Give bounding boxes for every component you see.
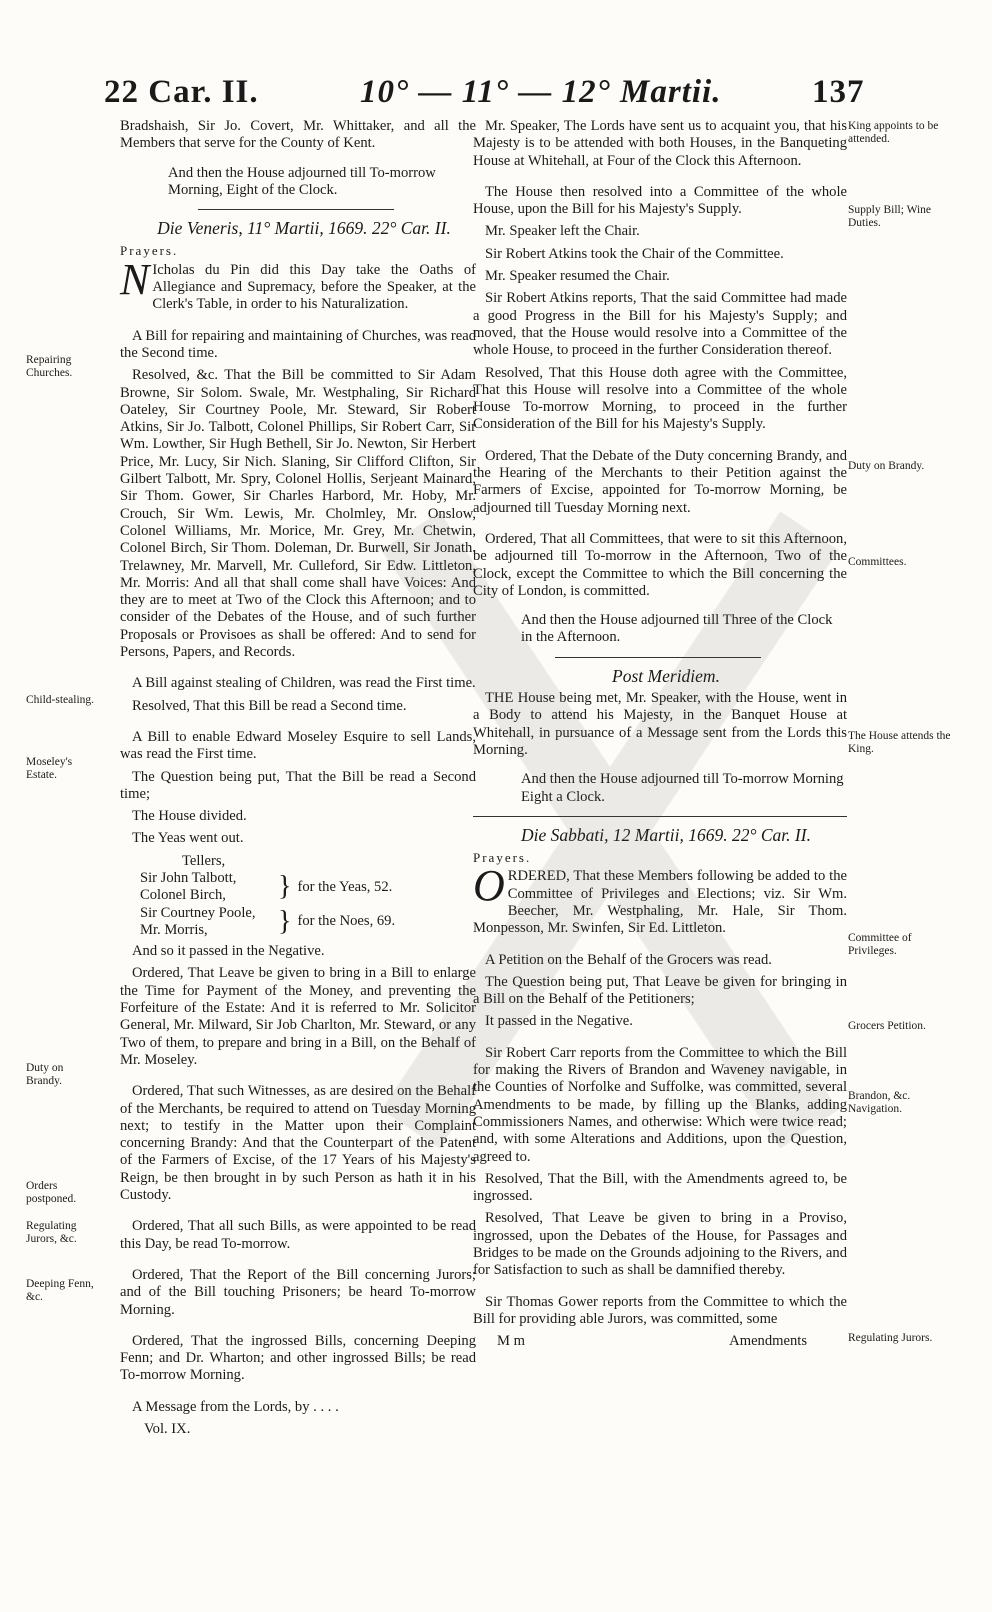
paragraph: Resolved, That this House doth agree with the Committee, That this House will resolve into a Committee of the whole House To-morrow Morning, to proceed in the further Consideration of the Bill for his Majesty's Supply. bbox=[473, 364, 847, 433]
margin-note: Supply Bill; Wine Duties. bbox=[848, 204, 932, 229]
divider bbox=[555, 657, 761, 658]
paragraph: THE House being met, Mr. Speaker, with the House, went in a Body to attend his Majesty, in the Banquet House at Whitehall, in pursuance of a Message sent from the Lords this Morning. bbox=[473, 690, 847, 758]
adjournment: And then the House adjourned till To-morrow Morning, Eight of the Clock. bbox=[168, 164, 436, 198]
catchword: Amendments bbox=[729, 1333, 807, 1350]
day-heading: Die Sabbati, 12 Martii, 1669. 22° Car. II. bbox=[521, 824, 811, 845]
margin-note: Child-stealing. bbox=[26, 694, 95, 706]
adjournment: And then the House adjourned till To-morrow Morning Eight a Clock. bbox=[521, 771, 844, 805]
paragraph: It passed in the Negative. bbox=[485, 1013, 633, 1030]
day-heading: Die Veneris, 11° Martii, 1669. 22° Car. II. bbox=[157, 218, 451, 239]
yeas-count: for the Yeas, 52. bbox=[297, 878, 393, 895]
paragraph: Sir Robert Carr reports from the Committee to which the Bill for making the Rivers of Brandon and Waveney navigable, in the Counties of Norfolke and Suffolke, was committed, several Amendments to be made, by filling up the Blanks, adding Commissioners Names, and otherwise: Which were twice read; and, with some Alterations and Additions, upon the Question, agreed to. bbox=[473, 1044, 847, 1165]
paragraph: The Question being put, That Leave be given for bringing in a Bill on the Behalf of the Petitioners; bbox=[473, 973, 847, 1008]
margin-note: Duty on Brandy. bbox=[26, 1062, 64, 1087]
paragraph: And so it passed in the Negative. bbox=[132, 943, 325, 960]
running-head-date: 10° — 11° — 12° Martii. bbox=[360, 74, 722, 110]
paragraph: Resolved, &c. That the Bill be committed to Sir Adam Browne, Sir Solom. Swale, Mr. Westphaling, Sir Richard Oateley, Sir Courtney Poole, Mr. Steward, Sir Robert Atkins, Sir Jo. Talbott, Colonel Phillips, Sir Robert Carr, Sir Wm. Lowther, Sir Hugh Bethell, Sir Jo. Newton, Sir Herbert Price, Mr. Lucy, Sir Nich. Slaning, Sir Clifford Clifton, Sir Gilbert Talbott, Mr. Spry, Colonel Hollis, Serjeant Mainard, Sir Thom. Gower, Sir Charles Harbord, Mr. Hoby, Mr. Crouch, Sir Wm. Lewis, Mr. Cholmley, Mr. Onslow, Colonel Williams, Mr. Morice, Mr. Grey, Mr. Chetwin, Colonel Birch, Sir Thom. Doleman, Dr. Burwell, Sir Jonath. Trelawney, Mr. Marvell, Mr. Culleford, Sir Edw. Littleton, Mr. Morris: And all that shall come shall have Voices: And they are to meet at Two of the Clock this Afternoon; and to consider of the Debates of the House, and of such further Proposals or Provisoes as shall be offered: And to send for Persons, Papers, and Records. bbox=[120, 367, 476, 661]
divider bbox=[473, 816, 847, 817]
paragraph: Mr. Speaker left the Chair. bbox=[485, 223, 640, 240]
paragraph: Bradshaish, Sir Jo. Covert, Mr. Whittaker, and all the Members that serve for the County of Kent. bbox=[120, 118, 476, 152]
margin-note: Repairing Churches. bbox=[26, 354, 73, 379]
paragraph: A Bill for repairing and maintaining of Churches, was read the Second time. bbox=[120, 327, 476, 361]
volume-mark: Vol. IX. bbox=[144, 1421, 191, 1437]
right-column bbox=[473, 118, 847, 1351]
paragraph: A Message from the Lords, by . . . . bbox=[132, 1398, 339, 1415]
paragraph: Ordered, That all such Bills, as were appointed to be read this Day, be read To-morrow. bbox=[120, 1218, 476, 1252]
divider bbox=[198, 209, 394, 210]
margin-note: Regulating Jurors, &c. bbox=[26, 1220, 77, 1245]
drop-cap: O bbox=[473, 861, 505, 911]
adjournment: And then the House adjourned till Three of the Clock in the Afternoon. bbox=[521, 612, 833, 646]
paragraph: Ordered, That the Report of the Bill concerning Jurors; and of the Bill touching Prisoners; be heard To-morrow Morning. bbox=[120, 1266, 476, 1318]
paragraph: Sir Robert Atkins reports, That the said Committee had made a good Progress in the Bill for his Majesty's Supply; and moved, that the House would resolve into a Committee of the whole House, to proceed in the further Consideration thereof. bbox=[473, 290, 847, 359]
footer-right bbox=[473, 1333, 847, 1350]
paragraph: Ordered, That the ingrossed Bills, concerning Deeping Fenn; and Dr. Wharton; and other ingrossed Bills; be read To-morrow Morning. bbox=[120, 1332, 476, 1384]
margin-note: Duty on Brandy. bbox=[848, 460, 925, 472]
brace: } bbox=[278, 871, 292, 903]
margin-note: Committee of Privileges. bbox=[848, 932, 912, 957]
margin-note: The House attends the King. bbox=[848, 730, 951, 755]
paragraph: Ordered, That such Witnesses, as are desired on the Behalf of the Merchants, be required to attend on Tuesday Morning next; to testify in the Matter upon their Complaint concerning Brandy: And that the Counterpart of the Patent of the Farmers of Excise, of the 17 Years of his Majesty's Reign, be then brought in by such Person as hath it in his Custody. bbox=[120, 1083, 476, 1204]
margin-note: Orders postponed. bbox=[26, 1180, 77, 1205]
paragraph: Mr. Speaker resumed the Chair. bbox=[485, 268, 670, 285]
paragraph: Sir Thomas Gower reports from the Committee to which the Bill for providing able Jurors, was committed, some bbox=[473, 1293, 847, 1327]
brace: } bbox=[278, 905, 292, 937]
margin-note: Deeping Fenn, &c. bbox=[26, 1278, 94, 1303]
page-number: 137 bbox=[812, 74, 865, 110]
paragraph: Resolved, That this Bill be read a Second time. bbox=[132, 697, 407, 714]
margin-note: Committees. bbox=[848, 556, 907, 568]
drop-cap: N bbox=[120, 254, 150, 304]
tellers-yeas: Sir John Talbott, Colonel Birch, } for the Yeas, 52. bbox=[140, 869, 393, 904]
paragraph: The House divided. bbox=[132, 808, 247, 825]
paragraph: A Bill to enable Edward Moseley Esquire to sell Lands, was read the First time. bbox=[120, 728, 476, 763]
paragraph: The Yeas went out. bbox=[132, 830, 244, 847]
paragraph: The Question being put, That the Bill be read a Second time; bbox=[120, 768, 476, 802]
margin-note: Grocers Petition. bbox=[848, 1020, 926, 1032]
tellers-noes: Sir Courtney Poole, Mr. Morris, } for the Noes, 69. bbox=[140, 904, 396, 938]
paragraph: Resolved, That the Bill, with the Amendments agreed to, be ingrossed. bbox=[473, 1170, 847, 1205]
paragraph: N Icholas du Pin did this Day take the Oaths of Allegiance and Supremacy, before the Speaker, at the Clerk's Table, in order to his Naturalization. bbox=[120, 254, 476, 313]
paragraph: Mr. Speaker, The Lords have sent us to acquaint you, that his Majesty is to be attended with both Houses, in the Banqueting House at Whitehall, at Four of the Clock this Afternoon. bbox=[473, 118, 847, 169]
footer-left bbox=[120, 1421, 476, 1438]
margin-note: Brandon, &c. Navigation. bbox=[848, 1090, 911, 1115]
paragraph: A Petition on the Behalf of the Grocers was read. bbox=[485, 951, 772, 968]
running-head-left: 22 Car. II. bbox=[104, 74, 259, 110]
paragraph: ORDERED, That these Members following be added to the Committee of Privileges and Elections; viz. Sir Wm. Beecher, Mr. Westphaling, Mr. Hale, Sir Thom. Monpesson, Mr. Swinfen, Sir Ed. Littleton. bbox=[473, 861, 847, 937]
paragraph: Sir Robert Atkins took the Chair of the Committee. bbox=[485, 245, 784, 262]
left-column bbox=[120, 118, 476, 1438]
margin-note: Regulating Jurors. bbox=[848, 1332, 933, 1344]
paragraph: Ordered, That the Debate of the Duty concerning Brandy, and the Hearing of the Merchants to their Petition against the Farmers of Excise, appointed for To-morrow Morning, be adjourned till Tuesday Morning next. bbox=[473, 447, 847, 516]
signature-mark: M m bbox=[497, 1333, 525, 1350]
paragraph: Ordered, That all Committees, that were to sit this Afternoon, be adjourned till To-morrow in the Afternoon, Two of the Clock, except the Committee to which the Bill concerning the City of London, is committed. bbox=[473, 530, 847, 599]
paragraph: Ordered, That Leave be given to bring in a Bill to enlarge the Time for Payment of the Money, and preventing the Forfeiture of the Estate: And it is referred to Mr. Solicitor General, Mr. Milward, Sir Job Charlton, Mr. Steward, or any Two of them, to prepare and bring in a Bill, on the Behalf of Mr. Moseley. bbox=[120, 965, 476, 1068]
margin-note: Moseley's Estate. bbox=[26, 756, 73, 781]
paragraph: The House then resolved into a Committee of the whole House, upon the Bill for his Majesty's Supply. bbox=[473, 183, 847, 218]
margin-note: King appoints to be attended. bbox=[848, 120, 939, 145]
tellers-label: Tellers, bbox=[182, 852, 226, 869]
noes-count: for the Noes, 69. bbox=[297, 913, 396, 930]
paragraph: A Bill against stealing of Children, was read the First time. bbox=[132, 675, 476, 692]
paragraph: Resolved, That Leave be given to bring in a Proviso, ingrossed, upon the Debates of the House, for Passages and Bridges to be made on the Grounds adjoining to the Rivers, and for Satisfaction to such as shall be damnified thereby. bbox=[473, 1210, 847, 1279]
prayers-heading: Prayers. bbox=[473, 850, 532, 866]
tellers-block bbox=[120, 853, 476, 939]
post-meridiem-heading: Post Meridiem. bbox=[612, 665, 720, 686]
prayers-heading: Prayers. bbox=[120, 243, 179, 259]
